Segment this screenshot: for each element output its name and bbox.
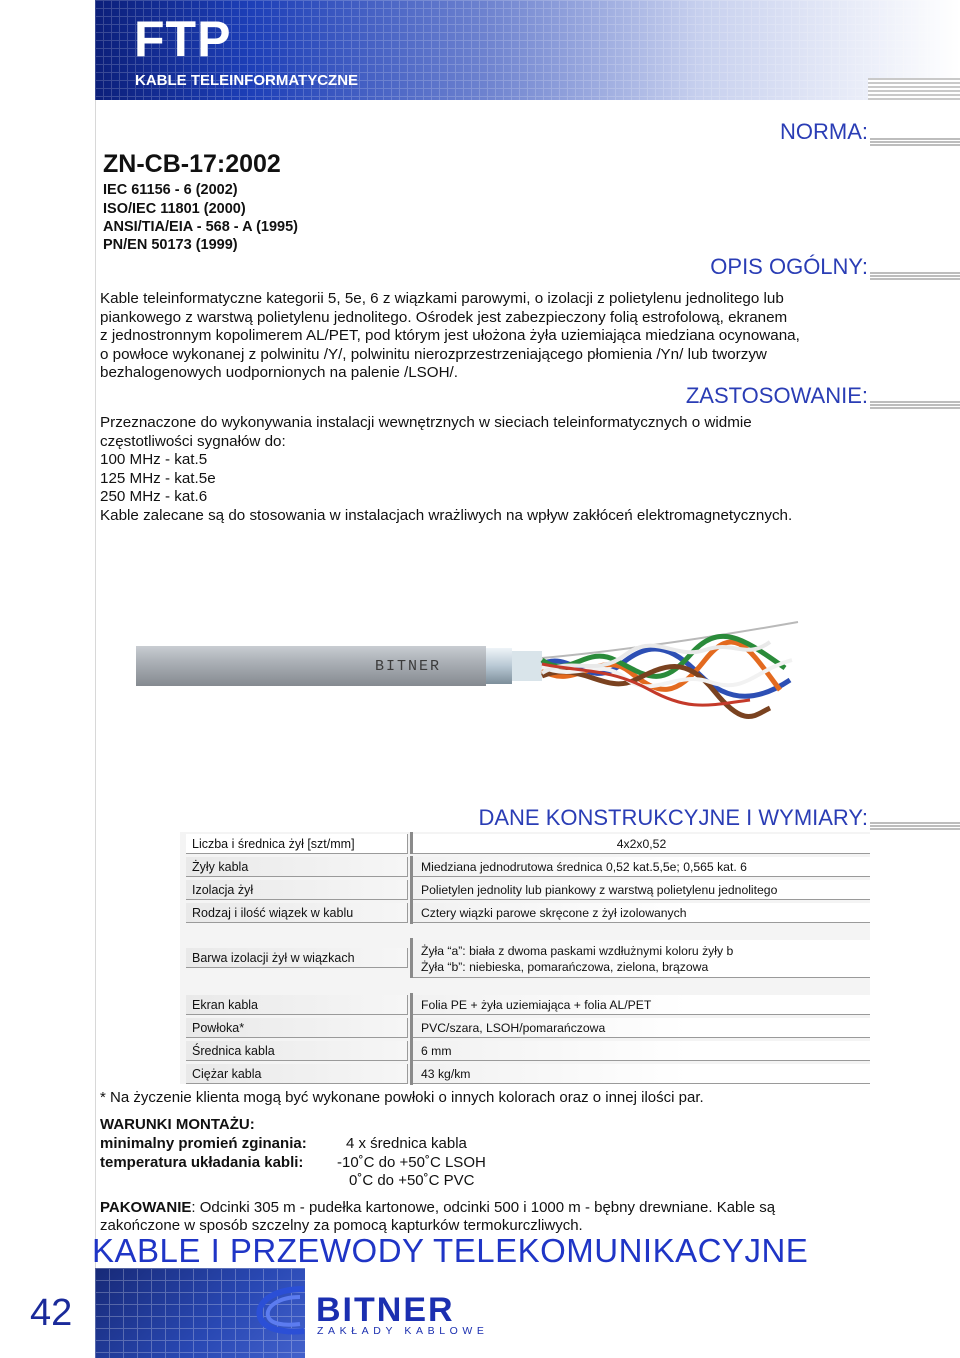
spec-value-line: Żyła “b”: niebieska, pomarańczowa, zielona, brązowa [421,960,709,974]
montaz-heading: WARUNKI MONTAŻU: [100,1116,255,1133]
spec-value: Cztery wiązki parowe skręcone z żył izolowanych [413,903,870,923]
zastosowanie-line: Przeznaczone do wykonywania instalacji wewnętrznych w sieciach teleinformatycznych o widmie [100,414,752,431]
cable-foil [486,648,512,684]
norm-item: PN/EN 50173 (1999) [103,237,238,253]
temp-value-lsoh: -10˚C do +50˚C LSOH [337,1154,486,1171]
temp-label: temperatura układania kabli: [100,1154,304,1171]
page-subtitle: KABLE TELEINFORMATYCZNE [135,72,359,89]
opis-line: piankowego z warstwą polietylenu jednolitego. Ośrodek jest zabezpieczony folią estrofolową, ekranem [100,308,788,326]
spec-value: Folia PE + żyła uziemiająca + folia AL/PET [413,995,870,1015]
temp-value-pvc: 0˚C do +50˚C PVC [349,1172,475,1189]
dane-rule [870,822,960,830]
spec-label: Liczba i średnica żył [szt/mm] [186,834,408,854]
spec-value: 6 mm [413,1041,870,1061]
opis-line: o powłoce wykonanej z polwinitu /Y/, polwinitu nierozprzestrzeniającego płomienia /Yn/ lub tworzyw [100,345,767,363]
left-margin [0,0,96,1358]
page-number: 42 [30,1292,73,1334]
cable-photo [130,620,830,725]
spec-label: Ekran kabla [186,995,408,1015]
logo-subtitle: ZAKŁADY KABLOWE [317,1325,489,1337]
pakowanie-text: zakończone w sposób szczelny za pomocą kapturków termokurczliwych. [100,1217,583,1234]
bitner-logo: BITNER [316,1291,455,1329]
decorative-stripes [868,78,960,100]
spec-value [413,940,870,978]
opis-heading: OPIS OGÓLNY: [710,254,868,279]
cable-shield [512,651,542,681]
spec-value: 43 kg/km [413,1064,870,1084]
spec-label: Ciężar kabla [186,1064,408,1084]
cable-print: BITNER [375,658,442,675]
spec-value: Polietylen jednolity lub piankowy z warstwą polietylenu jednolitego [413,880,870,900]
spec-label: Powłoka* [186,1018,408,1038]
opis-line: Kable teleinformatyczne kategorii 5, 5e, 6 z wiązkami parowymi, o izolacji z polietylenu jednolitego lub [100,290,784,307]
bend-value: 4 x średnica kabla [346,1135,467,1152]
opis-rule [870,272,960,280]
opis-line: z jednostronnym kopolimerem AL/PET, pod którym jest ułożona żyła uziemiająca miedziana ocynowana, [100,327,800,345]
pakowanie [100,1199,880,1235]
norm-item: IEC 61156 - 6 (2002) [103,182,238,198]
zastosowanie-heading: ZASTOSOWANIE: [685,383,868,408]
zastosowanie-rule [870,401,960,409]
zastosowanie-line: częstotliwości sygnałów do: [100,432,286,450]
opis-text [100,290,860,383]
bend-label: minimalny promień zginania: [100,1135,307,1152]
spec-value: PVC/szara, LSOH/pomarańczowa [413,1018,870,1038]
norm-item: ANSI/TIA/EIA - 568 - A (1995) [103,219,298,235]
norm-main: ZN-CB-17:2002 [103,150,281,178]
zastosowanie-line: 100 MHz - kat.5 [100,451,208,469]
pakowanie-label: PAKOWANIE [100,1199,192,1216]
zastosowanie-line: 125 MHz - kat.5e [100,469,216,487]
spec-label: Rodzaj i ilość wiązek w kablu [186,903,408,923]
norma-heading: NORMA: [780,119,868,144]
dane-heading: DANE KONSTRUKCYJNE I WYMIARY: [478,805,868,830]
spec-label: Barwa izolacji żył w wiązkach [186,948,408,968]
spec-label: Żyły kabla [186,857,408,877]
spec-label: Średnica kabla [186,1041,408,1061]
zastosowanie-line: Kable zalecane są do stosowania w instalacjach wrażliwych na wpływ zakłóceń elektromagnetycznych. [100,506,793,524]
spec-value-line: Żyła “a”: biała z dwoma paskami wzdłużnymi koloru żyły b [421,944,734,958]
zastosowanie-text [100,414,860,526]
footnote: * Na życzenie klienta mogą być wykonane powłoki o innych kolorach oraz o innej ilości par. [100,1089,704,1106]
spec-label: Izolacja żył [186,880,408,900]
spec-value: 4x2x0,52 [413,834,870,854]
spec-value: Miedziana jednodrutowa średnica 0,52 kat.5,5e; 0,565 kat. 6 [413,857,870,877]
pakowanie-text: : Odcinki 305 m - pudełka kartonowe, odcinki 500 i 1000 m - bębny drewniane. Kable są [191,1199,776,1216]
page-title: FTP [134,11,232,67]
norma-rule [870,138,960,146]
zastosowanie-line: 250 MHz - kat.6 [100,488,208,506]
footer-category: KABLE I PRZEWODY TELEKOMUNIKACYJNE [92,1232,809,1269]
opis-line: bezhalogenowych uodpornionych na palenie /LSOH/. [100,364,458,382]
logo-swoosh-icon [252,1283,312,1338]
norm-item: ISO/IEC 11801 (2000) [103,201,246,217]
